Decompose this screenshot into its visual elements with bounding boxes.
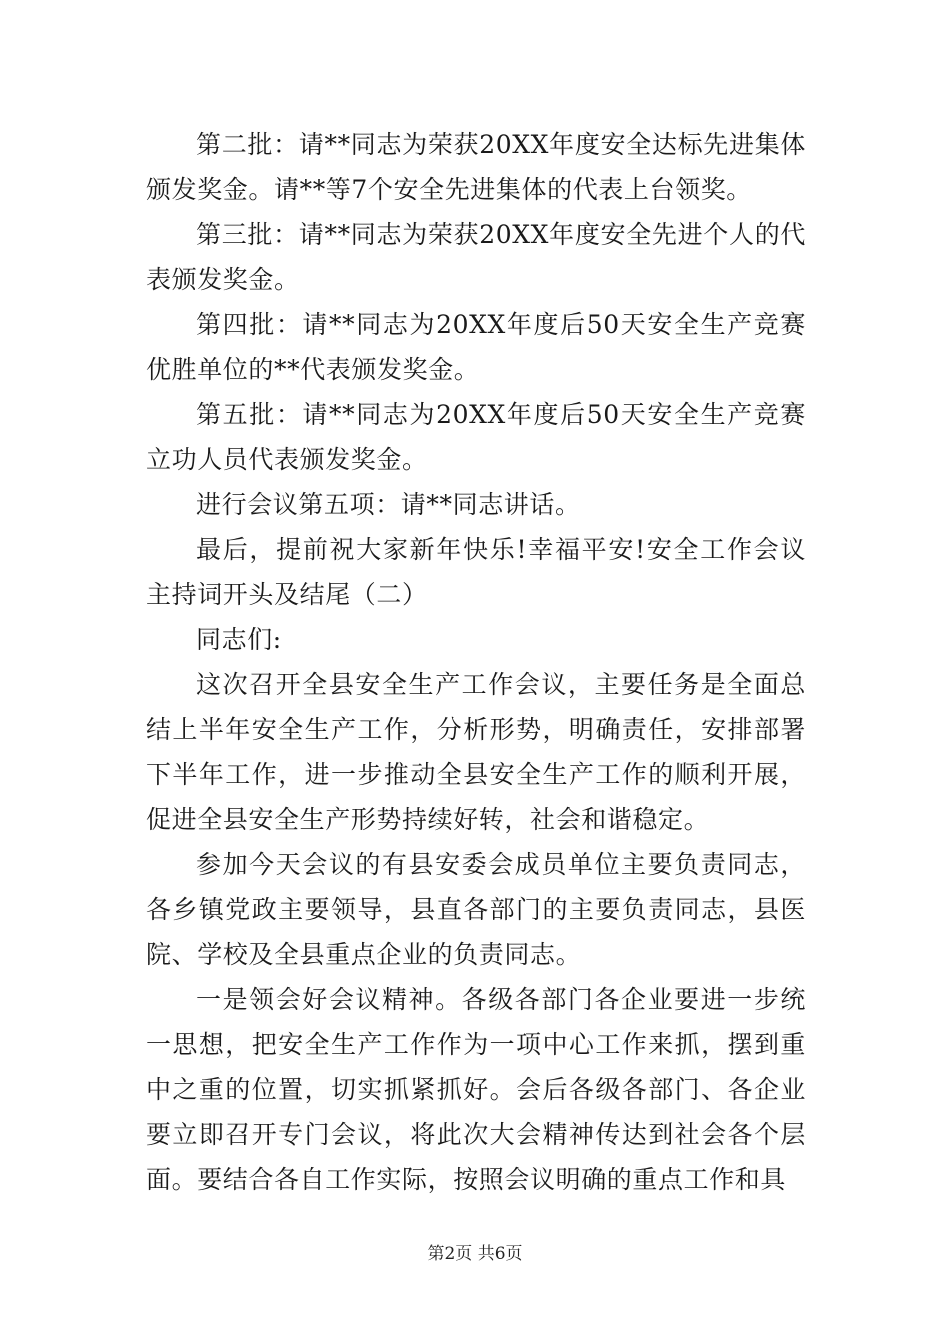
document-body bbox=[146, 122, 806, 1202]
paragraph-batch-five: 第五批：请**同志为20XX年度后50天安全生产竞赛立功人员代表颁发奖金。 bbox=[146, 400, 806, 474]
page-number-footer: 第2页 共6页 bbox=[427, 1244, 523, 1264]
paragraph-batch-three: 第三批：请**同志为荣获20XX年度安全先进个人的代表颁发奖金。 bbox=[146, 220, 806, 294]
paragraph-agenda-item-five: 进行会议第五项：请**同志讲话。 bbox=[196, 490, 581, 519]
paragraph-attendees: 参加今天会议的有县安委会成员单位主要负责同志，各乡镇党政主要领导，县直各部门的主要负责同志，县医院、学校及全县重点企业的负责同志。 bbox=[146, 850, 806, 969]
paragraph-greeting: 同志们: bbox=[196, 625, 282, 654]
paragraph-batch-two: 第二批：请**同志为荣获20XX年度安全达标先进集体颁发奖金。请**等7个安全先进集体的代表上台领奖。 bbox=[146, 130, 806, 204]
paragraph-point-one: 一是领会好会议精神。各级各部门各企业要进一步统一思想，把安全生产工作作为一项中心工作来抓，摆到重中之重的位置，切实抓紧抓好。会后各级各部门、各企业要立即召开专门会议，将此次大会精神传达到社会各个层面。要结合各自工作实际，按照会议明确的重点工作和具 bbox=[146, 985, 806, 1194]
paragraph-meeting-purpose: 这次召开全县安全生产工作会议，主要任务是全面总结上半年安全生产工作，分析形势，明确责任，安排部署下半年工作，进一步推动全县安全生产工作的顺利开展，促进全县安全生产形势持续好转，社会和谐稳定。 bbox=[146, 670, 806, 834]
paragraph-closing-and-title: 最后，提前祝大家新年快乐!幸福平安!安全工作会议主持词开头及结尾（二） bbox=[146, 535, 806, 609]
paragraph-batch-four: 第四批：请**同志为20XX年度后50天安全生产竞赛优胜单位的**代表颁发奖金。 bbox=[146, 310, 806, 384]
